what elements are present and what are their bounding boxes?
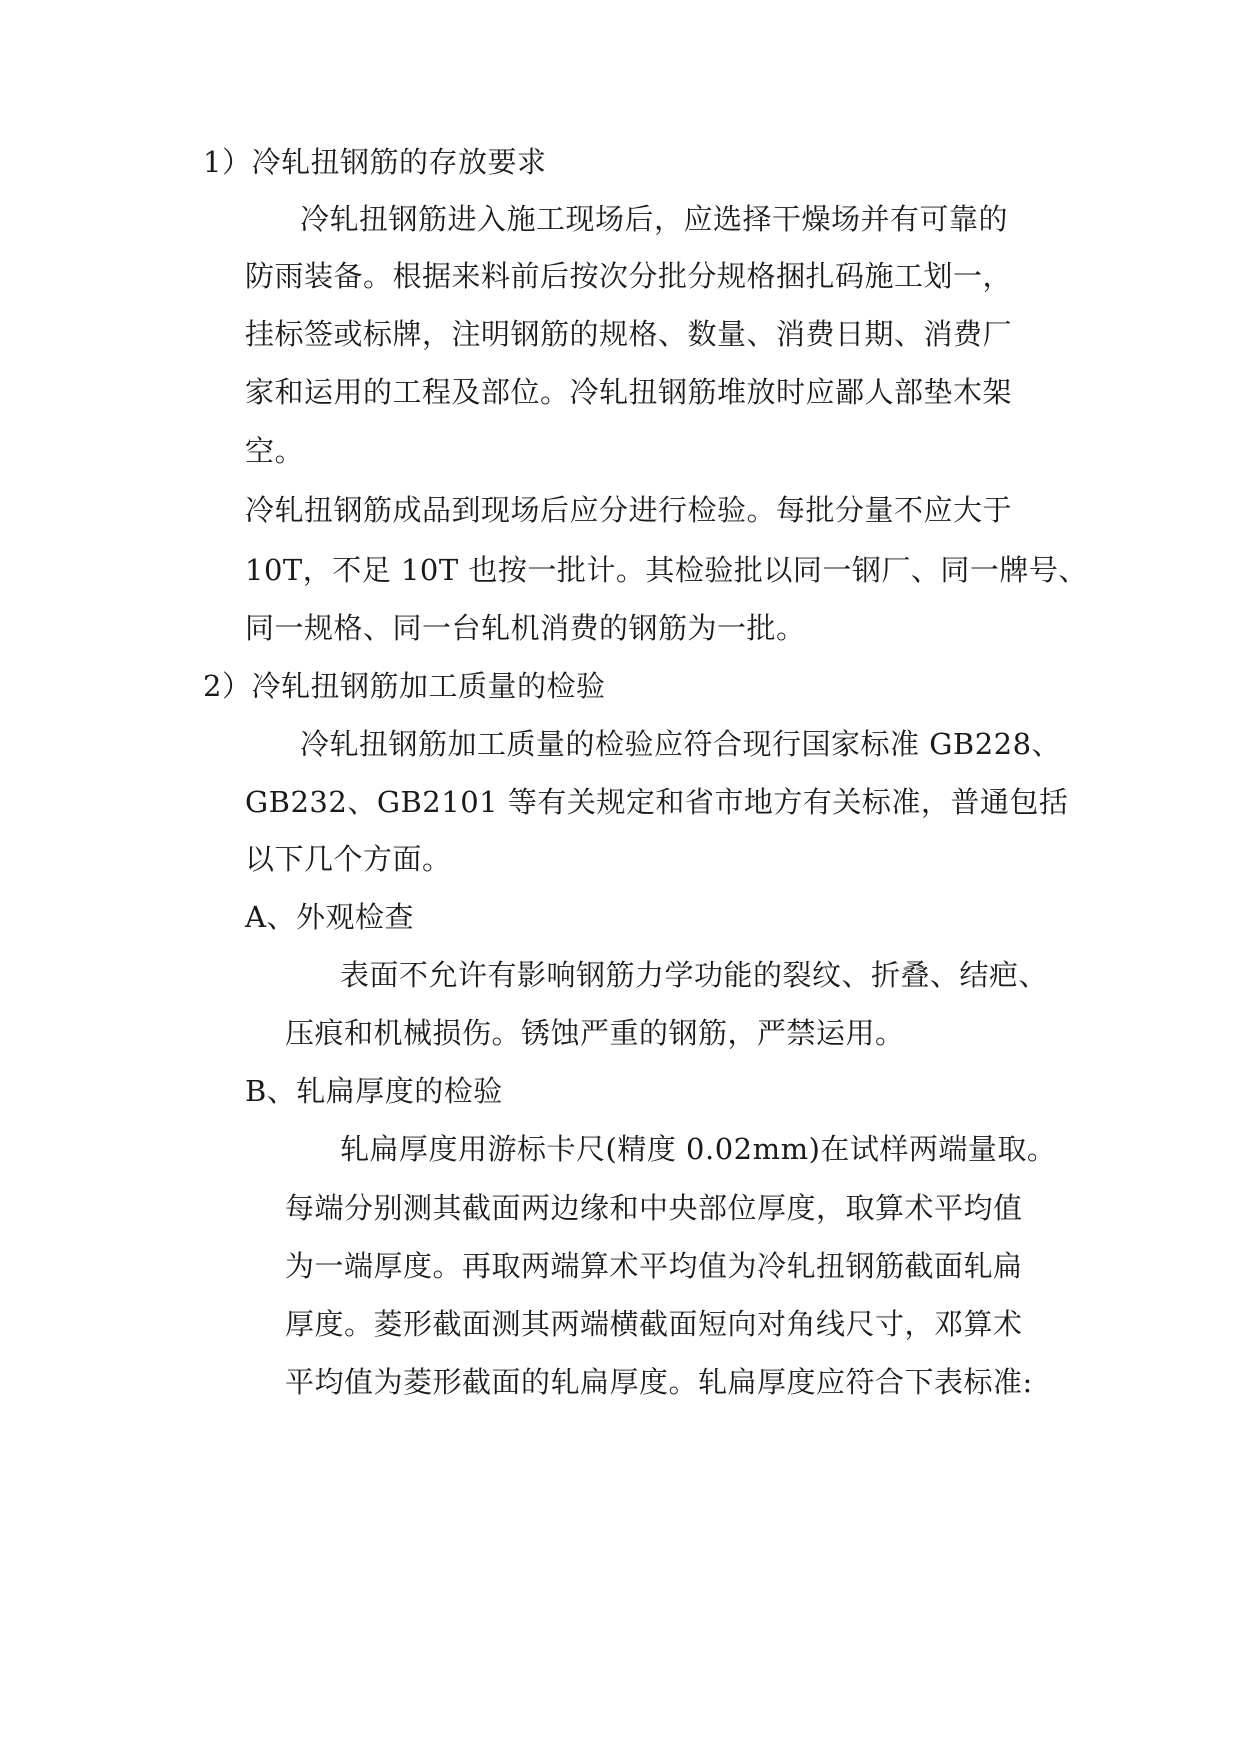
subB-para-line4: 厚度。菱形截面测其两端横截面短向对角线尺寸，邓算术: [285, 1307, 1023, 1341]
section1-para1-line3: 挂标签或标牌，注明钢筋的规格、数量、消费日期、消费厂: [245, 317, 1013, 351]
section1-para2-line3: 同一规格、同一台轧机消费的钢筋为一批。: [245, 611, 806, 645]
section1-para1-line4: 家和运用的工程及部位。冷轧扭钢筋堆放时应鄙人部垫木架: [245, 375, 1013, 409]
section1-heading: 1）冷轧扭钢筋的存放要求: [203, 145, 547, 179]
section2-para1-line1: 冷轧扭钢筋加工质量的检验应符合现行国家标准 GB228、: [300, 727, 1062, 761]
subB-para-line1: 轧扁厚度用游标卡尺(精度 0.02mm)在试样两端量取。: [340, 1132, 1057, 1166]
subA-para-line2: 压痕和机械损伤。锈蚀严重的钢筋，严禁运用。: [285, 1016, 905, 1050]
section1-para2-line1: 冷轧扭钢筋成品到现场后应分进行检验。每批分量不应大于: [245, 493, 1013, 527]
section1-para1-line2: 防雨装备。根据来料前后按次分批分规格捆扎码施工划一，: [245, 259, 1013, 293]
subA-para-line1: 表面不允许有影响钢筋力学功能的裂纹、折叠、结疤、: [340, 958, 1049, 992]
subB-para-line5: 平均值为菱形截面的轧扁厚度。轧扁厚度应符合下表标准:: [285, 1365, 1033, 1399]
section2-heading: 2）冷轧扭钢筋加工质量的检验: [203, 669, 606, 703]
subB-heading: B、轧扁厚度的检验: [245, 1074, 503, 1108]
subA-heading: A、外观检查: [245, 900, 414, 934]
section1-para2-line2: 10T，不足 10T 也按一批计。其检验批以同一钢厂、同一牌号、: [245, 553, 1088, 587]
section1-para1-line1: 冷轧扭钢筋进入施工现场后，应选择干燥场并有可靠的: [300, 202, 1009, 236]
section2-para1-line2: GB232、GB2101 等有关规定和省市地方有关标准，普通包括: [245, 785, 1069, 819]
subB-para-line2: 每端分别测其截面两边缘和中央部位厚度，取算术平均值: [285, 1191, 1023, 1225]
section1-para1-line5: 空。: [245, 434, 305, 468]
subB-para-line3: 为一端厚度。再取两端算术平均值为冷轧扭钢筋截面轧扁: [285, 1249, 1023, 1283]
section2-para1-line3: 以下几个方面。: [245, 842, 452, 876]
